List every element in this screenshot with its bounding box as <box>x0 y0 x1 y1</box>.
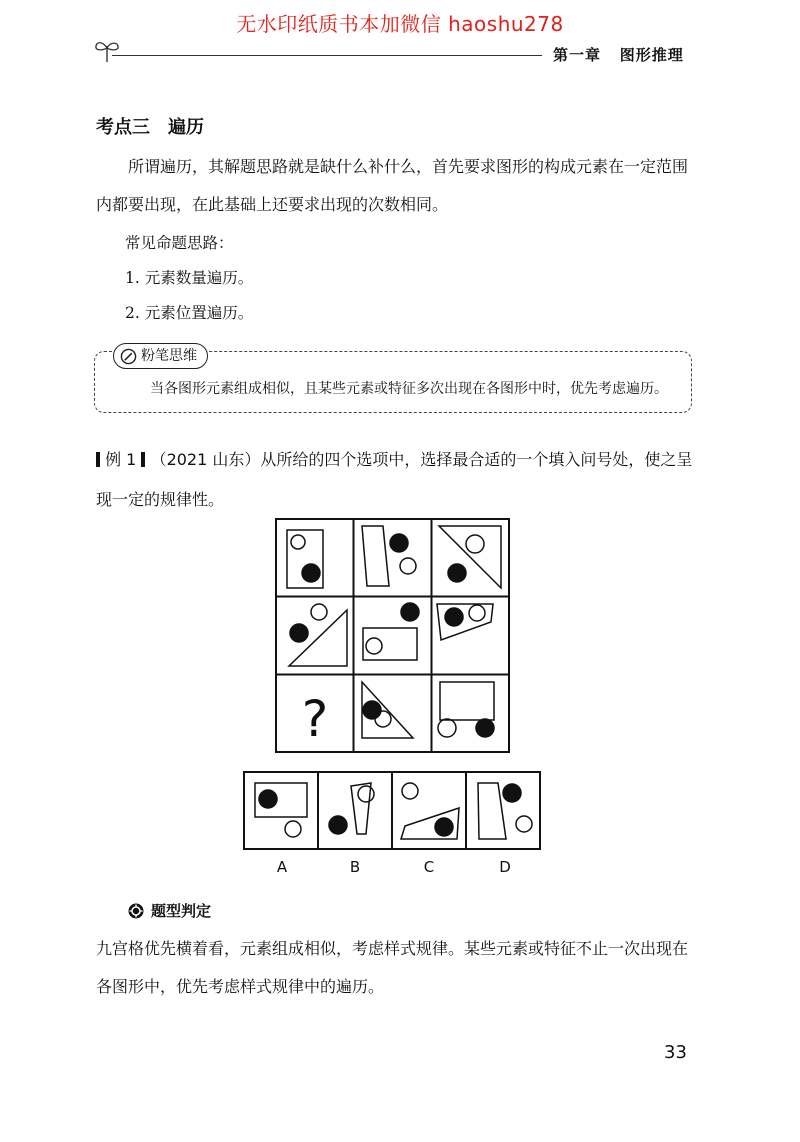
analysis-paragraph: 九宫格优先横着看，元素组成相似，考虑样式规律。某些元素或特征不止一次出现在各图形中，优先考虑样式规律中的遍历。 <box>96 939 689 996</box>
option-label-a: A <box>276 858 288 876</box>
analysis-heading-text: 题型判定 <box>151 902 212 920</box>
tip-text: 当各图形元素组成相似，且某些元素或特征多次出现在各图形中时，优先考虑遍历。 <box>150 381 668 397</box>
common-idea-item: 1. 元素数量遍历。 <box>125 269 254 287</box>
grid-cell-6 <box>437 604 493 640</box>
option-d-figure <box>478 783 532 839</box>
option-label-b: B <box>349 858 361 876</box>
grid-cell-3 <box>439 526 501 588</box>
example-question <box>96 440 700 520</box>
chapter-title: 图形推理 <box>619 46 684 64</box>
analysis-heading <box>127 900 211 921</box>
intro-paragraph: 所谓遍历，其解题思路就是缺什么补什么，首先要求图形的构成元素在一定范围内都要出现，在此基础上还要求出现的次数相同。 <box>96 157 689 214</box>
common-ideas-label: 常见命题思路： <box>125 234 234 252</box>
sprout-icon <box>92 36 122 64</box>
tip-label: 粉笔思维 <box>141 347 197 364</box>
option-c-figure <box>401 783 459 839</box>
example-question-text: 从所给的四个选项中，选择最合适的一个填入问号处，使之呈现一定的规律性。 <box>96 450 693 509</box>
missing-question-mark: ? <box>301 690 329 748</box>
header-rule <box>112 55 542 56</box>
watermark-text: 无水印纸质书本加微信 haoshu278 <box>236 12 564 36</box>
answer-options <box>243 771 541 851</box>
option-a-figure <box>255 783 307 837</box>
grid-cell-5 <box>363 603 419 660</box>
option-b-figure <box>329 783 374 834</box>
common-idea-item: 2. 元素位置遍历。 <box>125 304 254 322</box>
gear-icon <box>127 902 145 920</box>
section-title: 考点三 遍历 <box>96 117 204 138</box>
grid-cell-9 <box>438 682 494 737</box>
grid-cell-4 <box>289 604 347 666</box>
grid-cell-8 <box>362 682 413 738</box>
example-source: （2021 山东） <box>150 450 261 469</box>
example-number: 例 1 <box>105 450 137 469</box>
chapter-header <box>553 44 684 65</box>
example-bar-right <box>141 452 145 467</box>
tip-label-badge <box>113 343 208 369</box>
page-number: 33 <box>664 1042 687 1063</box>
chapter-number: 第一章 <box>553 46 602 64</box>
option-label-c: C <box>423 858 435 876</box>
nine-grid-puzzle <box>275 518 510 753</box>
grid-cell-2 <box>362 526 416 586</box>
pencil-circle-icon <box>120 348 137 365</box>
example-bar-left <box>96 452 100 467</box>
grid-cell-1 <box>287 530 323 588</box>
option-label-d: D <box>499 858 511 876</box>
